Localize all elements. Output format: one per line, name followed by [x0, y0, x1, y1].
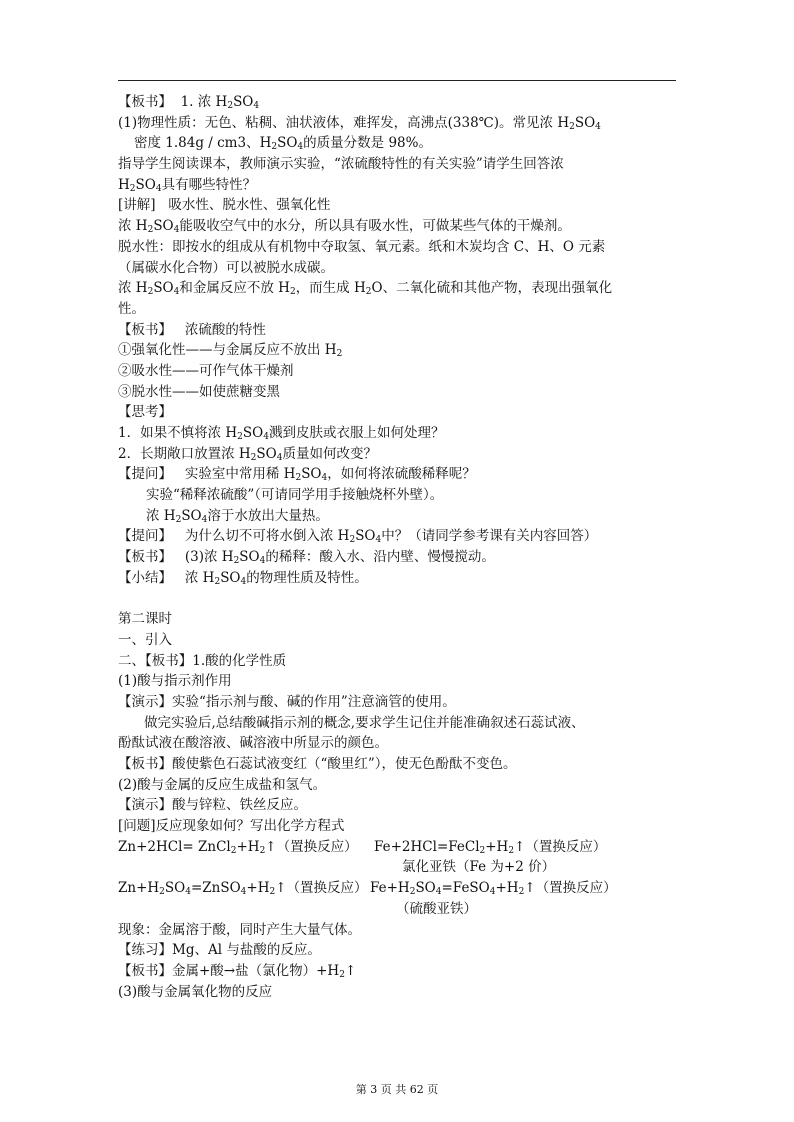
- text-line: 【板书】酸使紫色石蕊试液变红（“酸里红”），使无色酚酞不变色。: [118, 756, 517, 772]
- header-rule: [118, 80, 676, 81]
- text-line: 【小结】 浓 $H_2SO_4$的物理性质及特性。: [118, 569, 368, 587]
- equation-row: [118, 857, 688, 878]
- text-line: $H_2SO_4$具有哪些特性？: [118, 176, 257, 194]
- text-line: 浓 $H_2SO_4$能吸收空气中的水分，所以具有吸水性，可做某些气体的干燥剂。: [118, 218, 571, 236]
- text-line: 浓 $H_2SO_4$溶于水放出大量热。: [146, 507, 329, 525]
- text-line: 酚酞试液在酸溶液、碱溶液中所显示的颜色。: [118, 735, 388, 752]
- text-line: 【思考】: [118, 404, 172, 421]
- text-line: 【板书】金属+酸→盐（氯化物）$+H_2↑$: [118, 962, 357, 980]
- text-line: (3)酸与金属氧化物的反应: [118, 983, 273, 1000]
- text-line: (1)物理性质：无色、粘稠、油状液体，难挥发，高沸点(338℃)。常见浓 $H_2SO_4$: [118, 114, 601, 132]
- text-line: 第二课时: [118, 611, 172, 628]
- equation-left: $Zn+2HCl= ZnCl_2+H_2↑$（置换反应）: [118, 838, 358, 856]
- text-line: 【演示】酸与锌粒、铁丝反应。: [118, 797, 307, 814]
- equation-right: $Fe+H_2SO_4=FeSO_4+H_2↑$（置换反应）: [370, 880, 617, 898]
- text-line: 【演示】实验“指示剂与酸、碱的作用”注意滴管的使用。: [118, 693, 456, 710]
- text-line: 指导学生阅读课本，教师演示实验，“浓硫酸特性的有关实验”请学生回答浓: [118, 156, 564, 173]
- equation-right: （硫酸亚铁）: [396, 900, 477, 917]
- page-footer: 第 3 页 共 62 页: [355, 1083, 439, 1096]
- text-line: 实验“稀释浓硫酸”（可请同学用手接触烧杯外壁）。: [146, 487, 444, 504]
- paragraph-block-tail: [118, 920, 688, 1003]
- text-line: 【板书】 (3)浓 $H_2SO_4$的稀释：酸入水、沿内壁、慢慢搅动。: [118, 549, 495, 567]
- text-line: 【板书】 浓硫酸的特性: [118, 321, 266, 338]
- text-line: (1)酸与指示剂作用: [118, 673, 232, 690]
- paragraph-block: [118, 92, 688, 837]
- text-line: 脱水性：即按水的组成从有机物中夺取氢、氧元素。纸和木炭均含 C、H、O 元素: [118, 238, 606, 255]
- text-line: [问题]反应现象如何？写出化学方程式: [118, 818, 345, 835]
- text-line: （属碳水化合物）可以被脱水成碳。: [118, 259, 334, 276]
- text-line: 一、引入: [118, 631, 172, 648]
- document-body: [118, 92, 688, 1002]
- text-line: 【练习】Mg、Al 与盐酸的反应。: [118, 942, 321, 959]
- text-line: [讲解] 吸水性、脱水性、强氧化性: [118, 197, 331, 214]
- text-line: 做完实验后,总结酸碱指示剂的概念,要求学生记住并能准确叙述石蕊试液、: [144, 714, 585, 731]
- text-line: 2．长期敞口放置浓 $H_2SO_4$质量如何改变？: [118, 445, 377, 463]
- text-line: ③脱水性——如使蔗糖变黑: [118, 383, 280, 400]
- equation-block: [118, 837, 688, 920]
- equation-row: [118, 837, 688, 858]
- text-line: 现象：金属溶于酸，同时产生大量气体。: [118, 921, 361, 938]
- text-line: 【提问】 实验室中常用稀 $H_2SO_4$，如何将浓硫酸稀释呢？: [118, 466, 476, 484]
- text-line: 【提问】 为什么切不可将水倒入浓 $H_2SO_4$中？（请同学参考课有关内容回答）: [118, 528, 598, 546]
- text-line: ②吸水性——可作气体干燥剂: [118, 362, 294, 379]
- equation-right: 氯化亚铁（Fe 为+2 价）: [402, 859, 556, 876]
- equation-left: $Zn+H_2SO_4=ZnSO_4+H_2↑$（置换反应）: [118, 880, 368, 898]
- equation-row: [118, 899, 688, 920]
- equation-row: [118, 878, 688, 899]
- text-line: 【板书】 1. 浓 $H_2SO_4$: [118, 94, 260, 111]
- text-line: 二、【板书】1.酸的化学性质: [118, 652, 287, 669]
- text-line: (2)酸与金属的反应生成盐和氢气。: [118, 776, 327, 793]
- text-line: 性。: [118, 300, 145, 317]
- text-line: ①强氧化性——与金属反应不放出 $H_2$: [118, 342, 343, 360]
- text-line: [118, 589, 688, 610]
- text-line: 浓 $H_2SO_4$和金属反应不放 $H_2$，而生成 $H_2O$、二氧化硫和其他产物，表现出强氧化: [118, 280, 613, 298]
- equation-right: $Fe+2HCl=FeCl_2+H_2↑$（置换反应）: [374, 838, 607, 856]
- text-line: 密度 1.84g / cm3、$H_2SO_4$的质量分数是 98%。: [134, 135, 432, 153]
- text-line: 1．如果不慎将浓 $H_2SO_4$溅到皮肤或衣服上如何处理？: [118, 425, 445, 442]
